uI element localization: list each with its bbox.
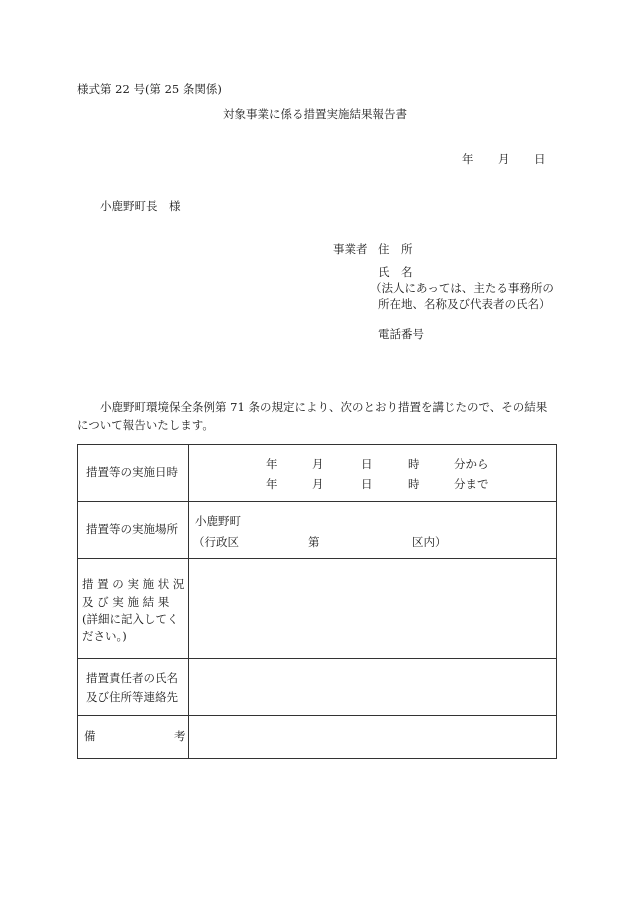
location-label: 措置等の実施場所 bbox=[86, 522, 178, 536]
remarks-label-left: 備 bbox=[84, 729, 96, 743]
report-table bbox=[77, 444, 557, 759]
district-close: 区内） bbox=[412, 535, 447, 549]
row-location bbox=[78, 502, 557, 559]
results-label-line1: 措 置 の 実 施 状 況 bbox=[82, 577, 185, 591]
to-day: 日 bbox=[361, 477, 373, 491]
district-dai: 第 bbox=[308, 535, 320, 549]
to-hour: 時 bbox=[408, 477, 420, 491]
body-text-line2: について報告いたします。 bbox=[77, 418, 214, 432]
datetime-label: 措置等の実施日時 bbox=[86, 465, 178, 479]
document-title: 対象事業に係る措置実施結果報告書 bbox=[223, 107, 407, 121]
row-responsible bbox=[78, 659, 557, 716]
from-day: 日 bbox=[361, 457, 373, 471]
row-remarks bbox=[78, 716, 557, 759]
applicant-role: 事業者 bbox=[333, 242, 368, 256]
from-suffix: 分から bbox=[454, 457, 489, 471]
from-month: 月 bbox=[312, 457, 324, 471]
location-town: 小鹿野町 bbox=[195, 514, 241, 528]
date-month: 月 bbox=[498, 152, 510, 166]
corporate-note-line2: 所在地、名称及び代表者の氏名） bbox=[378, 297, 551, 311]
row-results bbox=[78, 559, 557, 659]
district-open: （行政区 bbox=[193, 535, 239, 549]
from-hour: 時 bbox=[408, 457, 420, 471]
remarks-field[interactable] bbox=[189, 716, 557, 759]
date-year: 年 bbox=[462, 152, 474, 166]
form-number: 様式第 22 号(第 25 条関係) bbox=[77, 82, 222, 96]
to-month: 月 bbox=[312, 477, 324, 491]
to-suffix: 分まで bbox=[454, 477, 489, 491]
results-label-line2: 及 び 実 施 結 果 bbox=[82, 595, 170, 609]
address-label: 住 所 bbox=[378, 242, 413, 256]
date-day: 日 bbox=[534, 152, 546, 166]
responsible-label-line2: 及び住所等連絡先 bbox=[86, 690, 178, 704]
remarks-label-right: 考 bbox=[174, 729, 186, 743]
results-label-line4: ださい。) bbox=[82, 629, 127, 643]
to-year: 年 bbox=[266, 477, 278, 491]
body-text-line1: 小鹿野町環境保全条例第 71 条の規定により、次のとおり措置を講じたので、その結果 bbox=[100, 400, 548, 414]
addressee: 小鹿野町長 様 bbox=[100, 199, 181, 213]
phone-label: 電話番号 bbox=[378, 327, 424, 341]
from-year: 年 bbox=[266, 457, 278, 471]
results-field[interactable] bbox=[189, 559, 557, 659]
corporate-note-line1: （法人にあっては、主たる事務所の bbox=[370, 281, 554, 295]
responsible-field[interactable] bbox=[189, 659, 557, 716]
datetime-field[interactable] bbox=[189, 445, 557, 502]
name-label: 氏 名 bbox=[378, 265, 413, 279]
location-field[interactable] bbox=[189, 502, 557, 559]
row-datetime bbox=[78, 445, 557, 502]
responsible-label-line1: 措置責任者の氏名 bbox=[86, 671, 178, 685]
results-label-line3: (詳細に記入してく bbox=[82, 612, 179, 626]
